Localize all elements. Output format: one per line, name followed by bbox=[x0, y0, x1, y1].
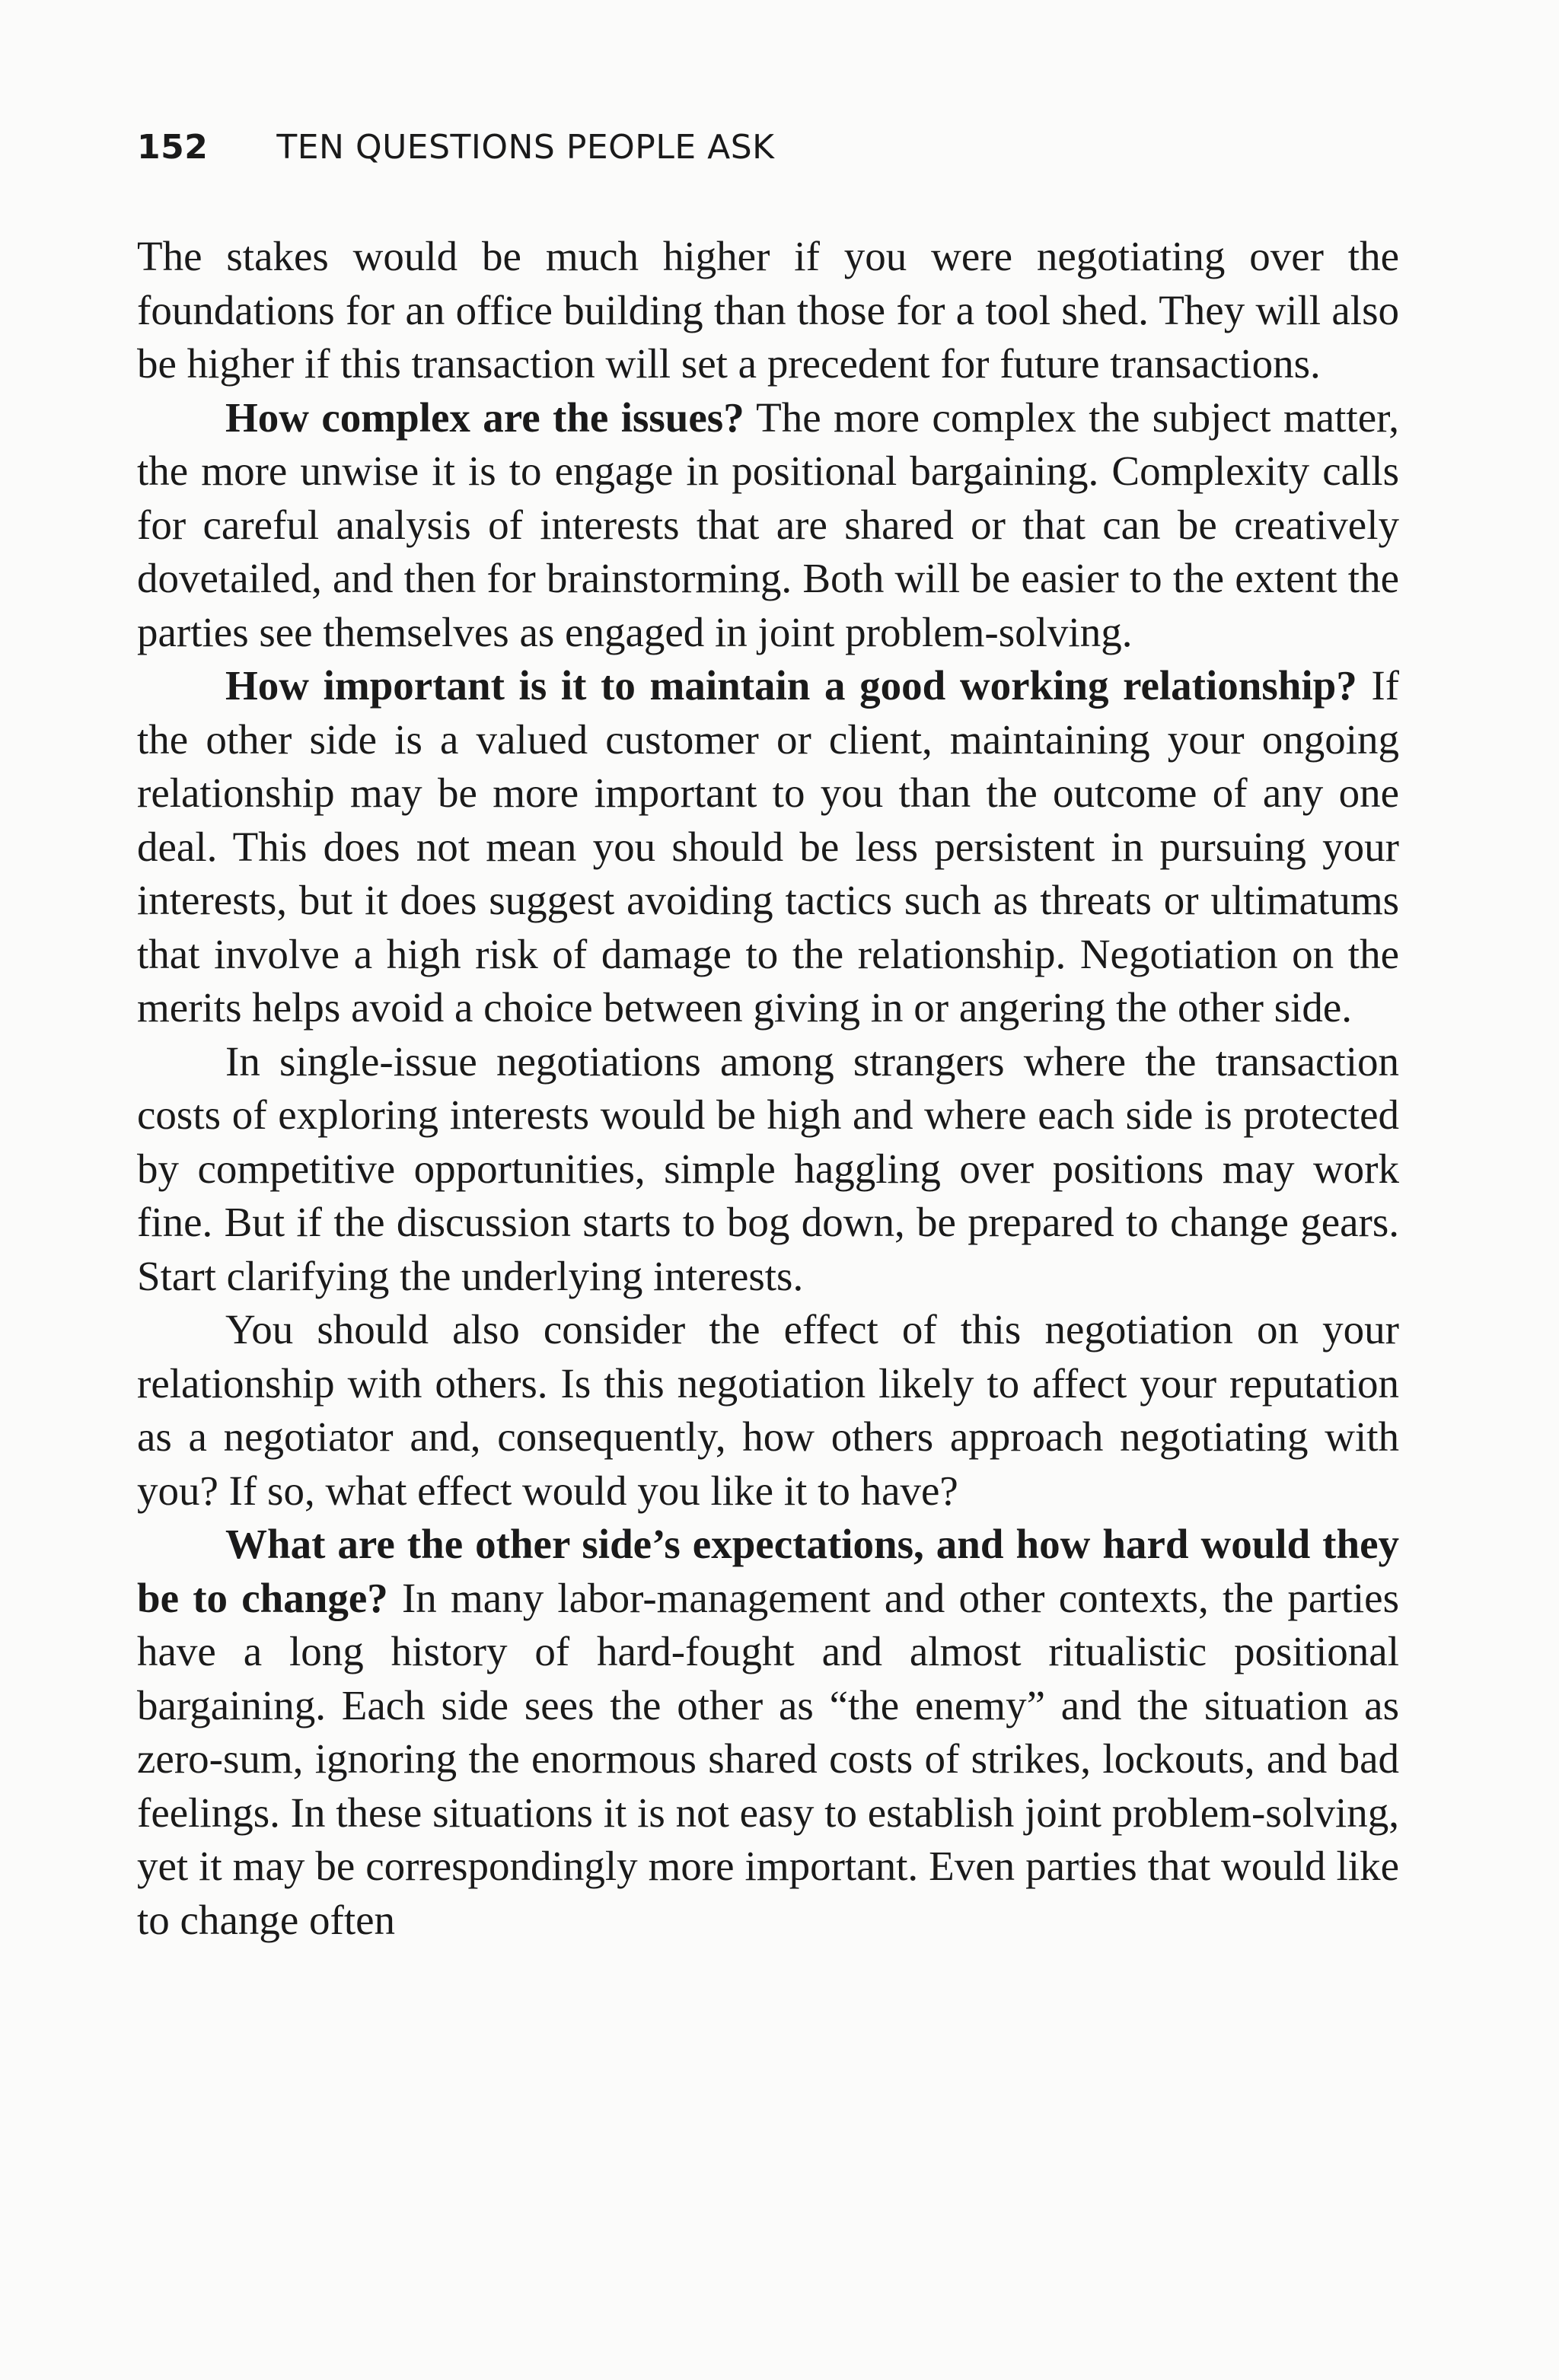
paragraph-text: If the other side is a valued customer or client, maintaining your ongoing relationship may be more important to you than the outcome of any one deal. This does not mean you should be less persistent in pursuing your interests, but it does suggest avoiding tactics such as threats or ultimatums that involve a high risk of damage to the relationship. Negotiation on the merits helps avoid a choice between giving in or angering the other side. bbox=[137, 662, 1399, 1031]
paragraph-lead: How complex are the issues? bbox=[225, 393, 744, 441]
paragraph-lead: How important is it to maintain a good working relationship? bbox=[225, 662, 1357, 709]
paragraph-6 bbox=[137, 1518, 1399, 1947]
running-title: TEN QUESTIONS PEOPLE ASK bbox=[276, 128, 775, 167]
paragraph-lead: What are the other side’s expectations, and how hard would they be to change? bbox=[137, 1521, 1399, 1621]
body-text bbox=[137, 230, 1399, 1947]
paragraph-3 bbox=[137, 659, 1399, 1035]
running-head bbox=[137, 128, 775, 167]
paragraph-text: The stakes would be much higher if you were negotiating over the foundations for an office building than those for a tool shed. They will also be higher if this transaction will set a precedent for future transactions. bbox=[137, 233, 1399, 387]
paragraph-text: You should also consider the effect of this negotiation on your relationship with others. Is this negotiation likely to affect your reputation as a negotiator and, consequently, how others approach negotiating with you? If so, what effect would you like it to have? bbox=[137, 1306, 1399, 1514]
paragraph-1 bbox=[137, 230, 1399, 391]
paragraph-4 bbox=[137, 1035, 1399, 1304]
paragraph-text: In many labor-management and other contexts, the parties have a long history of hard-fought and almost ritualistic positional bargaining. Each side sees the other as “the enemy” and the situation as zero-sum, ignoring the enormous shared costs of strikes, lockouts, and bad feelings. In these situations it is not easy to establish joint problem-solving, yet it may be correspondingly more important. Even parties that would like to change often bbox=[137, 1574, 1399, 1943]
page-number: 152 bbox=[137, 128, 209, 167]
paragraph-text: In single-issue negotiations among strangers where the transaction costs of exploring interests would be high and where each side is protected by competitive opportunities, simple haggling over positions may work fine. But if the discussion starts to bog down, be prepared to change gears. Start clarifying the underlying interests. bbox=[137, 1037, 1399, 1299]
paragraph-2 bbox=[137, 391, 1399, 660]
paragraph-5 bbox=[137, 1303, 1399, 1518]
paragraph-text: The more complex the subject matter, the more unwise it is to engage in positional bargaining. Complexity calls for careful analysis of interests that are shared or that can be creatively dovetailed, and then for brainstorming. Both will be easier to the extent the parties see themselves as engaged in joint problem-solving. bbox=[137, 393, 1399, 655]
